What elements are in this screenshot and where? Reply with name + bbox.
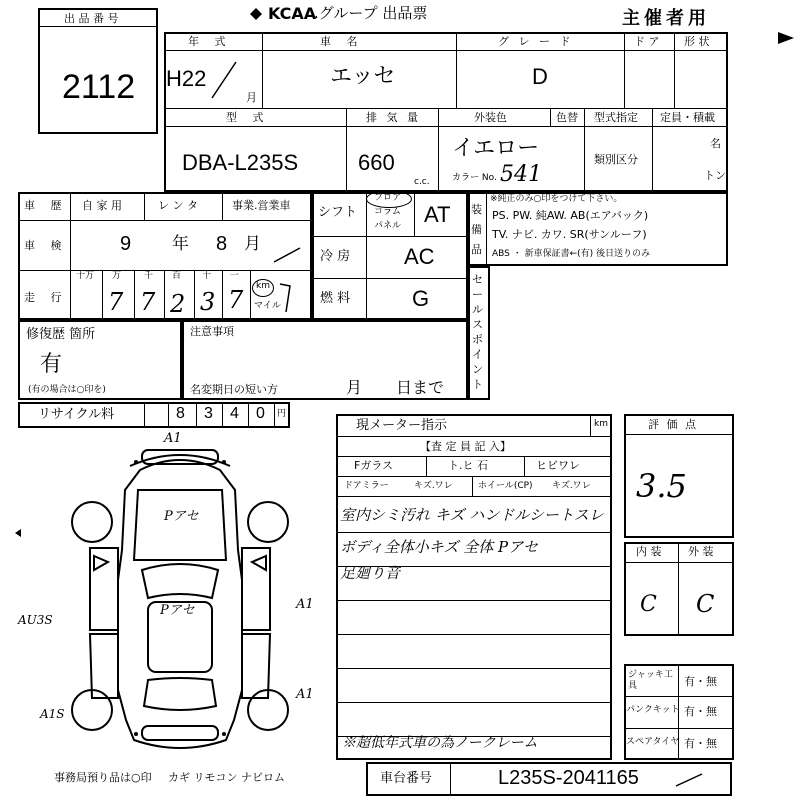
- fuel-label: 燃 料: [320, 291, 351, 306]
- jack-choice: 有・無: [684, 675, 717, 688]
- displacement-value: 660: [358, 150, 395, 175]
- inspection-label: 車 検: [24, 239, 68, 252]
- equipment-label: 装備品: [471, 203, 482, 256]
- chassis-label: 車台番号: [380, 771, 433, 786]
- mileage-digit: 2: [170, 290, 186, 318]
- category-label: 類別区分: [594, 153, 638, 166]
- repair-label: 修復歴 箇所: [26, 327, 96, 342]
- history-label: 車 歴: [24, 199, 68, 212]
- comment-bottom-note: ※超低年式車の為ノークレーム: [342, 735, 538, 751]
- mileage-digit-label-100: 百: [172, 271, 182, 281]
- office-note: 事務局預り品は○印: [54, 771, 152, 784]
- notes-label: 注意事項: [190, 325, 234, 338]
- mileage-digit-label-1: 一: [230, 271, 240, 281]
- lot-number: 2112: [62, 68, 136, 106]
- puncture-kit-label: パンクキット: [626, 705, 680, 715]
- mileage-check-stroke: [276, 280, 308, 316]
- damage-mark: AU3S: [18, 613, 53, 627]
- recycle-digit: 0: [256, 405, 265, 422]
- ac-value: AC: [404, 244, 435, 269]
- comment-line-3: 足廻り音: [340, 564, 401, 582]
- shift-option-panel: パネル: [374, 221, 402, 231]
- name-change-label: 名変期日の短い方: [190, 383, 278, 396]
- model-label: 型 式: [226, 111, 270, 124]
- history-option-private: 自 家 用: [82, 199, 122, 212]
- cc-unit: c.c.: [414, 177, 430, 187]
- history-option-business: 事業.営業車: [232, 199, 291, 212]
- year-value: H22: [166, 66, 207, 91]
- repair-note: (有の場合は○印を): [28, 385, 106, 395]
- mileage-digit-label-10: 十: [202, 271, 212, 281]
- recycle-label: リサイクル料: [38, 407, 115, 422]
- shift-label: シフト: [318, 205, 358, 220]
- history-option-rental: レ ン タ: [158, 199, 198, 212]
- designation-label: 型式指定: [594, 111, 638, 124]
- brand-logo: KCAA: [268, 4, 317, 23]
- name-value: エッセ: [330, 64, 396, 89]
- score-label: 評 価 点: [648, 418, 698, 431]
- shift-option-circle: [366, 190, 412, 208]
- shift-value: AT: [424, 202, 451, 227]
- puncture-choice: 有・無: [684, 705, 717, 718]
- equipment-line-2: TV. ナビ. カワ. SR(サンルーフ): [492, 228, 647, 241]
- copy-label: 主催者用: [622, 8, 710, 29]
- glass-option-chip: ト.ヒ 石: [448, 459, 488, 472]
- wheel-label: ホイール(CP): [478, 481, 533, 491]
- name-change-month: 月: [346, 378, 363, 397]
- office-items: カギ リモコン ナビロム: [168, 771, 285, 784]
- color-code-value: 541: [500, 162, 542, 187]
- recycle-unit: 円: [277, 409, 287, 419]
- damage-mark: A1: [296, 597, 314, 612]
- damage-mark: Pアセ: [164, 509, 199, 524]
- damage-mark: A1: [164, 431, 182, 446]
- sales-point-label: セールスポイント: [472, 273, 483, 391]
- meter-label: 現メーター指示: [356, 418, 448, 433]
- side-arrow-icon: [14, 528, 22, 538]
- arrow-marker-icon: [776, 28, 796, 48]
- equipment-line-3: ABS ・ 新車保証書←(有) 後日送りのみ: [492, 249, 651, 259]
- equipment-note: ※純正のみ○印をつけて下さい。: [490, 194, 623, 204]
- name-label: 車 名: [320, 35, 364, 48]
- comment-line-2: ボディ全体小キズ 全体 Pアセ: [340, 538, 538, 556]
- inspection-year-unit: 年: [172, 234, 189, 254]
- form-title: .グループ 出品票: [314, 4, 428, 22]
- year-label: 年 式: [188, 35, 232, 48]
- name-change-day: 日まで: [396, 378, 445, 397]
- recycle-digit: 3: [204, 405, 213, 422]
- jack-label: ジャッキ工具: [628, 670, 673, 691]
- mileage-digit-label-100k: 十万: [76, 271, 95, 281]
- mirror-options: キズ.ワレ: [414, 481, 453, 491]
- equipment-line-1: PS. PW. 純AW. AB(エアバック): [492, 209, 649, 222]
- shift-option-column: コラム: [374, 207, 401, 217]
- lot-number-label: 出 品 番 号: [64, 12, 119, 25]
- comment-line-1: 室内シミ汚れ キズ ハンドルシートスレ: [340, 506, 604, 524]
- inspection-month-unit: 月: [244, 234, 261, 254]
- recycle-digit: 8: [176, 405, 185, 422]
- year-slash-stroke: [206, 58, 242, 102]
- logo-mark-icon: [248, 6, 264, 22]
- capacity-unit: 名: [710, 137, 721, 150]
- interior-value: C: [640, 592, 657, 617]
- mileage-digit: 7: [108, 288, 124, 316]
- damage-mark: Pアセ: [160, 603, 195, 618]
- lot-number-box: [38, 8, 158, 134]
- appraiser-title: 【査 定 員 記 入】: [420, 440, 511, 453]
- color-label: 外装色: [474, 111, 507, 124]
- grade-label: グ レ ー ド: [498, 35, 574, 48]
- glass-label: Fガラス: [354, 459, 393, 472]
- model-value: DBA-L235S: [182, 150, 299, 175]
- inspection-year-value: 9: [120, 233, 132, 255]
- inspection-month-value: 8: [216, 233, 228, 255]
- spare-choice: 有・無: [684, 737, 717, 750]
- year-month-suffix: 月: [246, 91, 257, 104]
- mileage-unit-km: km: [256, 281, 270, 291]
- spare-tire-label: スペアタイヤ: [626, 737, 680, 747]
- door-label: ド ア: [634, 35, 660, 48]
- ac-label: 冷 房: [320, 249, 351, 264]
- mileage-digit: 7: [140, 288, 156, 316]
- color-code-label: カラー No.: [452, 173, 497, 183]
- wheel-options: キズ.ワレ: [552, 481, 591, 491]
- mileage-digit-label-1k: 千: [144, 271, 154, 281]
- displacement-label: 排 気 量: [366, 111, 421, 124]
- mileage-digit: 7: [228, 286, 244, 314]
- interior-label: 内 装: [636, 545, 662, 558]
- chassis-check-stroke: [674, 768, 704, 790]
- car-diagram: [30, 430, 330, 770]
- paint-change-label: 色替: [556, 111, 578, 124]
- mileage-unit-mile: マイル: [254, 301, 281, 311]
- meter-unit: km: [594, 419, 608, 429]
- grade-value: D: [532, 64, 548, 89]
- score-value: 3.5: [636, 467, 687, 505]
- damage-mark: A1S: [40, 707, 65, 721]
- exterior-label: 外 装: [688, 545, 714, 558]
- mileage-digit: 3: [200, 288, 216, 316]
- damage-mark: A1: [296, 687, 314, 702]
- body-label: 形 状: [684, 35, 710, 48]
- mileage-label: 走 行: [24, 291, 68, 304]
- chassis-number: L235S-2041165: [498, 767, 639, 789]
- load-unit: トン: [704, 169, 726, 182]
- shift-option-floor: フロア: [374, 193, 402, 203]
- capacity-label: 定員・積載: [660, 111, 715, 124]
- mileage-digit-label-10k: 万: [112, 271, 122, 281]
- exterior-value: C: [696, 590, 715, 618]
- inspection-check-stroke: [272, 244, 302, 264]
- mirror-label: ドアミラー: [344, 481, 389, 491]
- recycle-digit: 4: [230, 405, 239, 422]
- fuel-value: G: [412, 286, 430, 311]
- repair-value: 有: [40, 352, 63, 377]
- glass-option-crack: ヒビワレ: [536, 459, 580, 472]
- color-value: イエロー: [452, 136, 540, 161]
